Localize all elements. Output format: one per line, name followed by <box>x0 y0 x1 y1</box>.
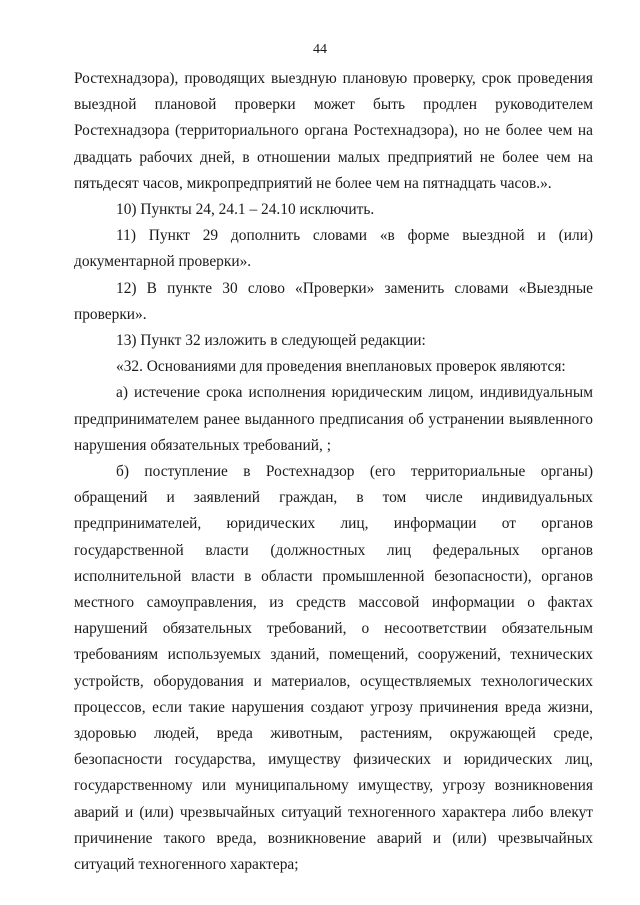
paragraph-clause-32: «32. Основаниями для проведения внеплановых проверок являются: <box>116 358 566 376</box>
page-number: 44 <box>313 42 327 57</box>
paragraph-subclause-a: а) истечение срока исполнения юридическим лицом, индивидуальным предпринимателем ранее выданного предписания об устранении выявленного нарушения обязательных требований, ; <box>74 384 593 454</box>
paragraph-item-12: 12) В пункте 30 слово «Проверки» заменить словами «Выездные проверки». <box>74 279 593 323</box>
paragraph-item-13: 13) Пункт 32 изложить в следующей редакции: <box>116 332 426 350</box>
paragraph-item-11: 11) Пункт 29 дополнить словами «в форме выездной и (или) документарной проверки». <box>74 227 593 271</box>
document-body <box>74 66 593 878</box>
paragraph-continuation: Ростехнадзора), проводящих выездную плановую проверку, срок проведения выездной плановой проверки может быть продлен руководителем Ростехнадзора (территориального органа Ростехнадзора), но не более чем на двадцать рабочих дней, в отношении малых предприятий не более чем на пятьдесят часов, микропредприятий не более чем на пятнадцать часов.». <box>74 70 593 192</box>
paragraph-subclause-b: б) поступление в Ростехнадзор (его территориальные органы) обращений и заявлений граждан, в том числе индивидуальных предпринимателей, юридических лиц, информации от органов государственной власти (должностных лиц федеральных органов исполнительной власти в области промышленной безопасности), органов местного самоуправления, из средств массовой информации о фактах нарушений обязательных требований, о несоответствии обязательным требованиям используемых зданий, помещений, сооружений, технических устройств, оборудования и материалов, осуществляемых технологических процессов, если такие нарушения создают угрозу причинения вреда жизни, здоровью людей, вреда животным, растениям, окружающей среде, безопасности государства, имуществу физических и юридических лиц, государственному или муниципальному имуществу, угрозу возникновения аварий и (или) чрезвычайных ситуаций техногенного характера либо влекут причинение такого вреда, возникновение аварий и (или) чрезвычайных ситуаций техногенного характера; <box>74 463 593 874</box>
paragraph-item-10: 10) Пункты 24, 24.1 – 24.10 исключить. <box>116 201 375 219</box>
